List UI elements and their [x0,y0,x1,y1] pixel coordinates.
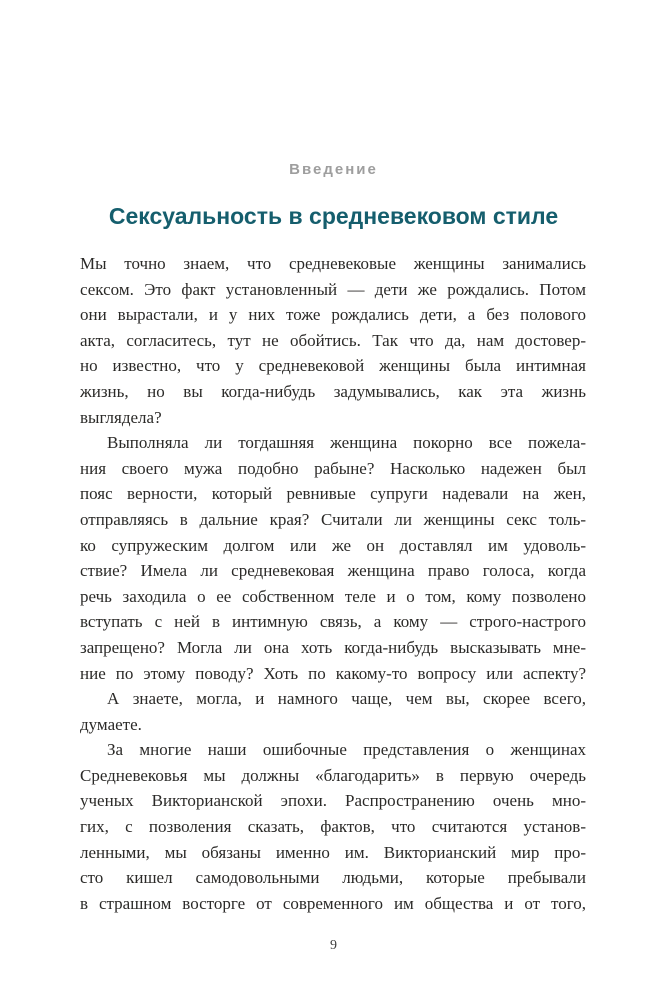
text-line: А знаете, могла, и намного чаще, чем вы, скорее всего, [107,689,586,709]
body-text [80,251,586,916]
paragraph [80,686,586,737]
text-line: речь заходила о ее собственном теле и о том, кому позволено [80,586,586,606]
text-line: гих, с позволения сказать, фактов, что считаются установ- [80,817,586,837]
text-line: ние по этому поводу? Хоть по какому-то вопросу или аспекту? [80,663,586,683]
text-line: запрещено? Могла ли она хоть когда-нибудь высказывать мне- [80,637,586,657]
text-line: ко супружеским долгом или же он доставлял им удоволь- [80,535,586,555]
text-line: За многие наши ошибочные представления о женщинах [107,740,586,760]
text-line: Мы точно знаем, что средневековые женщины занимались [80,254,586,273]
text-line: Выполняла ли тогдашняя женщина покорно все пожела- [107,433,586,453]
text-line: ствие? Имела ли средневековая женщина право голоса, когда [80,561,586,581]
text-line: они вырастали, и у них тоже рождались дети, а без полового [80,305,586,325]
text-line: жизнь, но вы когда-нибудь задумывались, как эта жизнь [80,381,586,401]
text-line: акта, согласитесь, тут не обойтись. Так что да, нам достовер- [80,330,586,350]
text-line: думаете. [80,714,142,734]
text-line: ния своего мужа подобно рабыне? Насколько надежен был [80,458,586,478]
text-line: выглядела? [80,407,162,427]
text-line: сексом. Это факт установленный — дети же рождались. Потом [80,279,586,299]
text-line: ленными, мы обязаны именно им. Викторианский мир про- [80,842,586,862]
text-line: Средневековья мы должны «благодарить» в первую очередь [80,765,586,785]
text-line: ученых Викторианской эпохи. Распространению очень мно- [80,791,586,811]
page-number: 9 [330,938,337,953]
text-line: пояс верности, который ревнивые супруги надевали на жен, [80,484,586,504]
paragraph [80,430,586,686]
chapter-kicker: Введение [289,161,378,178]
text-line: в страшном восторге от современного им общества и от того, [80,893,586,913]
text-line: вступать с ней в интимную связь, а кому — строго-настрого [80,612,586,632]
chapter-title: Сексуальность в средневековом стиле [108,203,559,229]
text-line: сто кишел самодовольными людьми, которые пребывали [80,868,586,888]
text-line: отправляясь в дальние края? Считали ли женщины секс толь- [80,509,586,529]
paragraph [80,251,586,430]
paragraph [80,737,586,916]
text-line: но известно, что у средневековой женщины была интимная [80,356,586,376]
